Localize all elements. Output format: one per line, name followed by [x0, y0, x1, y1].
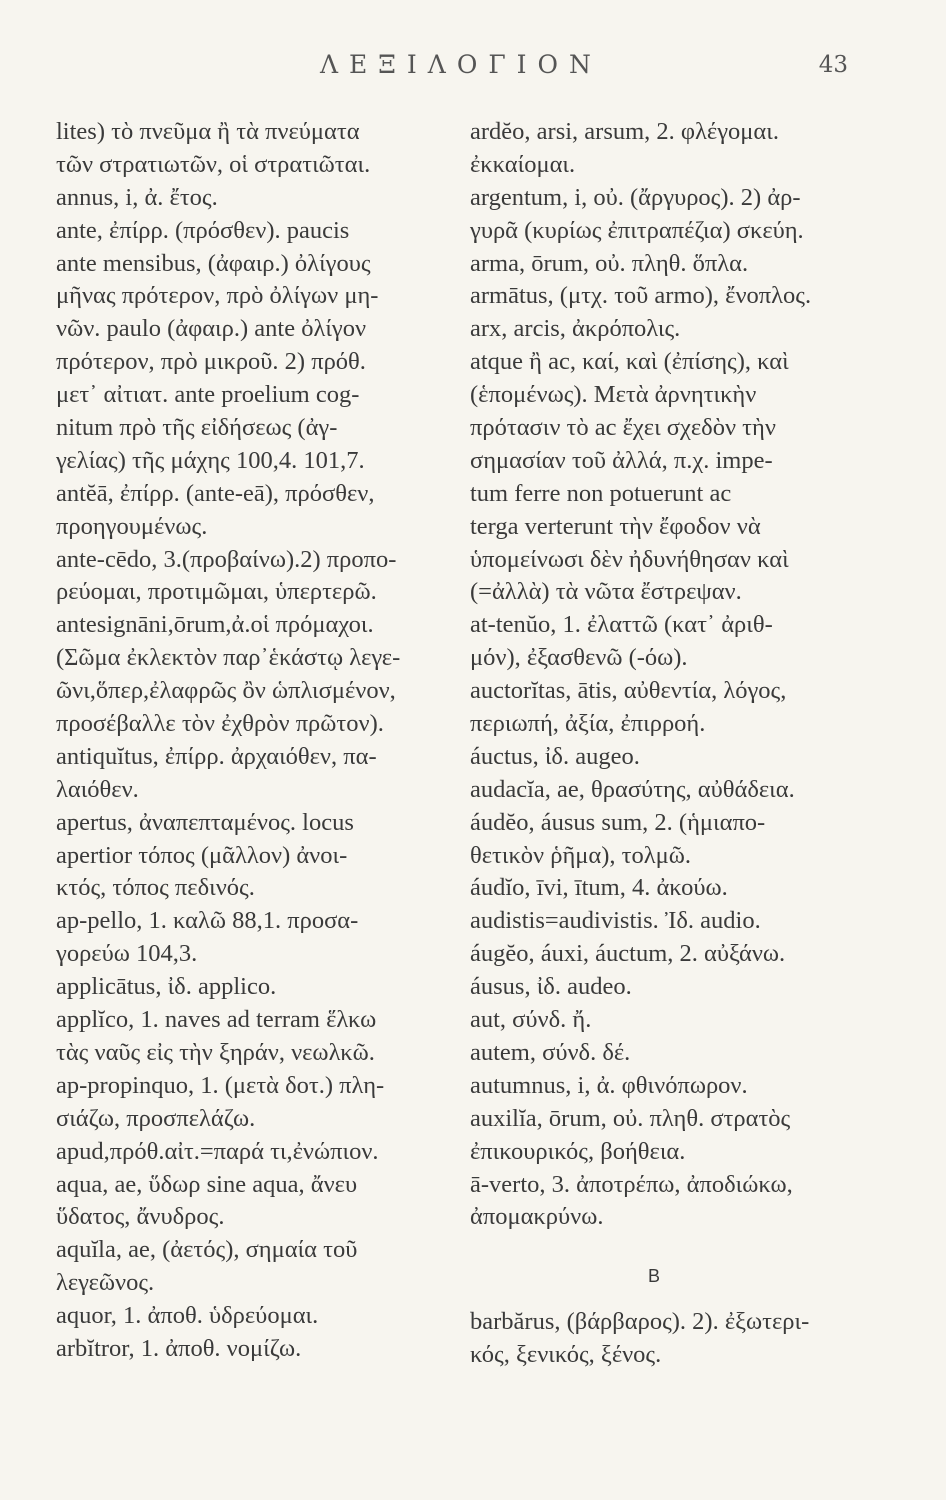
- right-column-b-entries: [470, 1306, 870, 1372]
- text-line: áusus, ἰδ. audeo.: [470, 973, 632, 1001]
- text-line: σημασίαν τοῦ ἀλλά, π.χ. impe-: [470, 446, 773, 474]
- text-line: aquor, 1. ἀποθ. ὑδρεύομαι.: [56, 1302, 319, 1330]
- text-line: ante mensibus, (ἀφαιρ.) ὀλίγους: [56, 249, 371, 277]
- text-line: applicātus, ἰδ. applico.: [56, 973, 277, 1001]
- text-line: armātus, (μτχ. τοῦ armo), ἔνοπλος.: [470, 282, 812, 310]
- text-line: ante, ἐπίρρ. (πρόσθεν). paucis: [56, 216, 350, 244]
- text-line: autumnus, i, ἀ. φθινόπωρον.: [470, 1071, 748, 1099]
- text-line: áuctus, ἰδ. augeo.: [470, 742, 640, 770]
- text-line: ῶνι,ὅπερ,ἐλαφρῶς ὂν ὡπλισμένον,: [56, 677, 396, 705]
- text-line: barbărus, (βάρβαρος). 2). ἐξωτερι-: [470, 1308, 810, 1336]
- text-line: apud,πρόθ.αἰτ.=παρά τι,ἐνώπιον.: [56, 1137, 379, 1165]
- page-number: 43: [818, 52, 848, 78]
- text-line: (=ἀλλὰ) τὰ νῶτα ἔστρεψαν.: [470, 578, 742, 606]
- text-line: τῶν στρατιωτῶν, οἱ στρατιῶται.: [56, 150, 371, 178]
- text-line: ante-cēdo, 3.(προβαίνω).2) προπο-: [56, 545, 397, 573]
- text-line: annus, i, ἀ. ἔτος.: [56, 183, 218, 211]
- section-gap: [470, 1234, 870, 1246]
- text-line: ρεύομαι, προτιμῶμαι, ὑπερτερῶ.: [56, 578, 377, 606]
- text-line: θετικὸν ῥῆμα), τολμῶ.: [470, 841, 692, 869]
- text-line: νῶν. paulo (ἀφαιρ.) ante ὀλίγον: [56, 315, 367, 343]
- text-line: μετ᾽ αἰτιατ. ante proelium cog-: [56, 381, 360, 409]
- section-heading-b: B: [648, 1266, 661, 1287]
- text-line: audacĭa, ae, θρασύτης, αὐθάδεια.: [470, 775, 795, 803]
- text-line: apertus, ἀναπεπταμένος. locus: [56, 808, 354, 836]
- text-line: μῆνας πρότερον, πρὸ ὀλίγων μη-: [56, 282, 379, 310]
- text-line: κτός, τόπος πεδινός.: [56, 874, 255, 902]
- text-line: atque ἢ ac, καί, καὶ (ἐπίσης), καὶ: [470, 348, 789, 376]
- text-line: antesignāni,ōrum,ἀ.οἱ πρόμαχοι.: [56, 611, 374, 639]
- right-column-entries: [470, 116, 870, 1234]
- right-column: [470, 116, 870, 1372]
- text-line: at-tenŭo, 1. ἐλαττῶ (κατ᾽ ἀριθ-: [470, 611, 773, 639]
- text-line: áudĕo, áusus sum, 2. (ἡμιαπο-: [470, 808, 766, 836]
- text-line: arbĭtror, 1. ἀποθ. νομίζω.: [56, 1334, 302, 1362]
- text-line: γελίας) τῆς μάχης 100,4. 101,7.: [56, 446, 365, 474]
- left-column: [56, 116, 441, 1366]
- text-line: aquĭla, ae, (ἀετός), σημαία τοῦ: [56, 1236, 358, 1264]
- text-line: ἀπομακρύνω.: [470, 1203, 604, 1231]
- text-line: terga verterunt τὴν ἔφοδον νὰ: [470, 512, 761, 540]
- text-line: áudĭo, īvi, ītum, 4. ἀκούω.: [470, 874, 728, 902]
- text-line: ἐπικουρικός, βοήθεια.: [470, 1137, 686, 1165]
- text-line: λεγεῶνος.: [56, 1269, 155, 1297]
- text-line: applĭco, 1. naves ad terram ἕλκω: [56, 1006, 377, 1034]
- text-line: λαιόθεν.: [56, 775, 139, 803]
- text-line: tum ferre non potuerunt ac: [470, 479, 732, 507]
- text-line: arma, ōrum, οὐ. πληθ. ὅπλα.: [470, 249, 749, 277]
- text-line: πρότασιν τὸ ac ἔχει σχεδὸν τὴν: [470, 414, 776, 442]
- text-line: audistis=audivistis. Ἰδ. audio.: [470, 907, 761, 935]
- running-head: [0, 50, 946, 86]
- text-line: ardĕo, arsi, arsum, 2. φλέγομαι.: [470, 118, 779, 145]
- text-line: προηγουμένως.: [56, 512, 208, 540]
- text-line: τὰς ναῦς εἰς τὴν ξηράν, νεωλκῶ.: [56, 1038, 375, 1066]
- text-line: μόν), ἐξασθενῶ (-όω).: [470, 644, 688, 672]
- text-line: πρότερον, πρὸ μικροῦ. 2) πρόθ.: [56, 348, 366, 376]
- text-line: ὕδατος, ἄνυδρος.: [56, 1203, 225, 1231]
- text-line: auctorĭtas, ātis, αὐθεντία, λόγος,: [470, 677, 787, 705]
- text-line: (Σῶμα ἐκλεκτὸν παρ᾽ἑκάστῳ λεγε-: [56, 644, 401, 672]
- text-line: antĕā, ἐπίρρ. (ante-eā), πρόσθεν,: [56, 479, 375, 507]
- text-line: ap-pello, 1. καλῶ 88,1. προσα-: [56, 907, 359, 935]
- text-line: antiquĭtus, ἐπίρρ. ἀρχαιόθεν, πα-: [56, 742, 377, 770]
- text-line: argentum, i, οὐ. (ἄργυρος). 2) ἀρ-: [470, 183, 801, 211]
- text-line: nitum πρὸ τῆς εἰδήσεως (ἀγ-: [56, 414, 338, 442]
- text-line: (ἑπομένως). Μετὰ ἀρνητικὴν: [470, 381, 757, 409]
- page-title: ΛΕΞΙΛΟΓΙΟΝ: [320, 50, 602, 79]
- text-line: ἐκκαίομαι.: [470, 150, 576, 178]
- text-line: προσέβαλλε τὸν ἐχθρὸν πρῶτον).: [56, 710, 384, 738]
- text-line: auxilĭa, ōrum, οὐ. πληθ. στρατὸς: [470, 1104, 791, 1132]
- text-line: áugĕo, áuxi, áuctum, 2. αὐξάνω.: [470, 940, 786, 968]
- text-line: γορεύω 104,3.: [56, 940, 198, 968]
- text-line: apertior τόπος (μᾶλλον) ἀνοι-: [56, 841, 348, 869]
- text-line: lites) τὸ πνεῦμα ἢ τὰ πνεύματα: [56, 118, 360, 145]
- text-line: σιάζω, προσπελάζω.: [56, 1104, 256, 1132]
- text-line: ap-propinquo, 1. (μετὰ δοτ.) πλη-: [56, 1071, 385, 1099]
- text-line: aqua, ae, ὕδωρ sine aqua, ἄνευ: [56, 1170, 358, 1198]
- text-line: ὑπομείνωσι δὲν ἠδυνήθησαν καὶ: [470, 545, 789, 573]
- text-line: γυρᾶ (κυρίως ἐπιτραπέζια) σκεύη.: [470, 216, 804, 244]
- text-line: arx, arcis, ἀκρόπολις.: [470, 315, 681, 343]
- text-line: ā-verto, 3. ἀποτρέπω, ἀποδιώκω,: [470, 1170, 793, 1198]
- text-line: περιωπή, ἀξία, ἐπιρροή.: [470, 710, 706, 738]
- text-line: autem, σύνδ. δέ.: [470, 1038, 631, 1066]
- text-line: aut, σύνδ. ἤ.: [470, 1006, 592, 1034]
- text-line: κός, ξενικός, ξένος.: [470, 1341, 662, 1369]
